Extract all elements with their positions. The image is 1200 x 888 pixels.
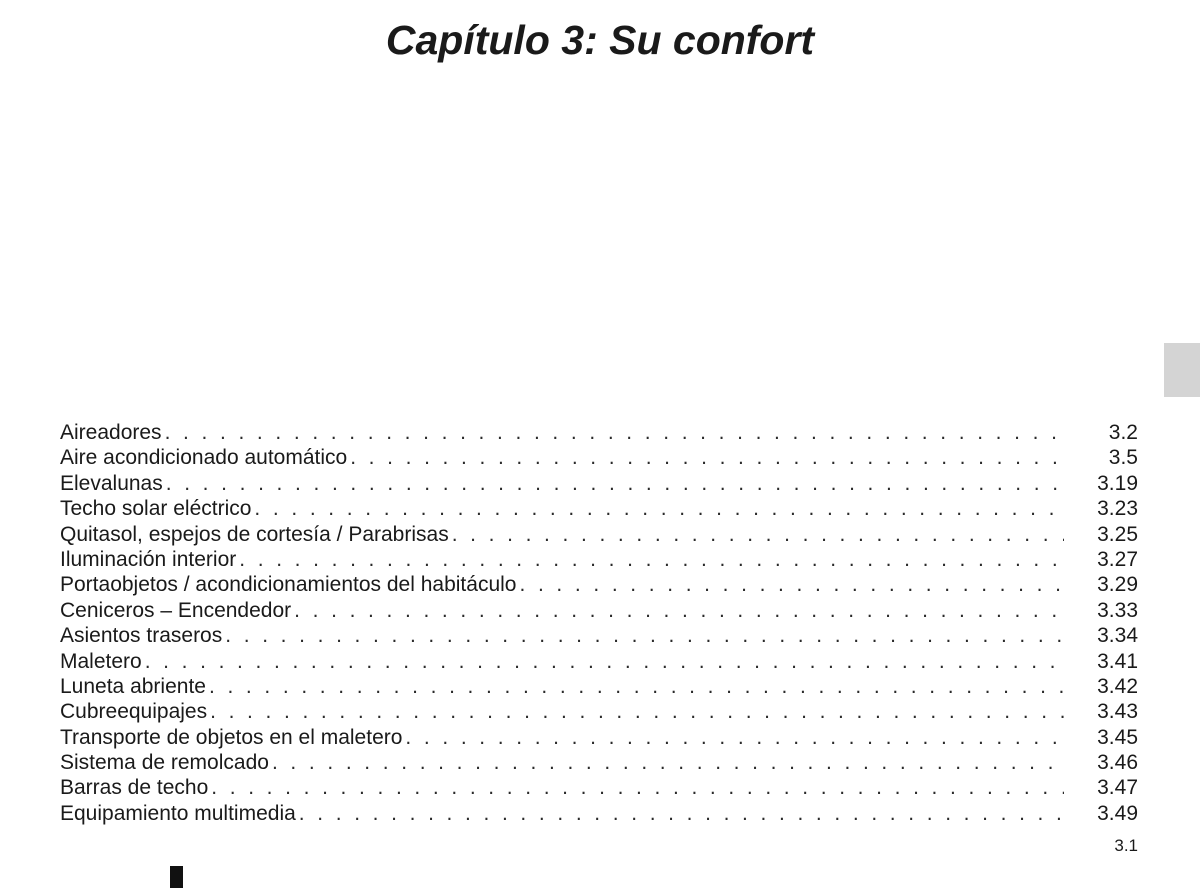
toc-entry-page: 3.45	[1097, 725, 1138, 749]
toc-entry-page: 3.19	[1097, 471, 1138, 495]
toc-entry-label: Equipamiento multimedia	[60, 801, 296, 825]
page-number: 3.1	[1114, 836, 1138, 855]
toc-entry-page: 3.49	[1097, 801, 1138, 825]
toc-entry[interactable]	[60, 725, 1138, 750]
toc-dot-leader	[350, 445, 1064, 470]
toc-entry-label: Sistema de remolcado	[60, 751, 269, 775]
toc-entry-label: Transporte de objetos en el maletero	[60, 725, 403, 749]
toc-entry-label: Maletero	[60, 649, 142, 673]
toc-entry-page: 3.46	[1097, 751, 1138, 775]
toc-entry-page: 3.5	[1108, 446, 1138, 470]
toc-entry[interactable]	[60, 420, 1138, 445]
toc-entry[interactable]	[60, 699, 1138, 724]
toc-dot-leader	[405, 725, 1064, 750]
toc-entry-label: Asientos traseros	[60, 624, 223, 648]
toc-entry-label: Portaobjetos / acondicionamientos del habitáculo	[60, 573, 517, 597]
toc-entry-label: Luneta abriente	[60, 674, 206, 698]
toc-dot-leader	[294, 598, 1064, 623]
toc-entry[interactable]	[60, 598, 1138, 623]
toc-entry-page: 3.47	[1097, 776, 1138, 800]
toc-entry[interactable]	[60, 649, 1138, 674]
toc-entry-page: 3.27	[1097, 547, 1138, 571]
toc-entry-label: Ceniceros – Encendedor	[60, 598, 292, 622]
toc-entry[interactable]	[60, 674, 1138, 699]
toc-entry-page: 3.29	[1097, 573, 1138, 597]
toc-entry-page: 3.41	[1097, 649, 1138, 673]
toc-entry-page: 3.25	[1097, 522, 1138, 546]
toc-entry-label: Iluminación interior	[60, 547, 237, 571]
toc-dot-leader	[519, 572, 1064, 597]
toc-entry-label: Aire acondicionado automático	[60, 446, 348, 470]
toc-entry[interactable]	[60, 496, 1138, 521]
chapter-title: Capítulo 3: Su confort	[385, 17, 815, 63]
toc-entry[interactable]	[60, 572, 1138, 597]
toc-entry-page: 3.43	[1097, 700, 1138, 724]
toc-dot-leader	[254, 496, 1064, 521]
toc-dot-leader	[272, 750, 1064, 775]
toc-entry-page: 3.42	[1097, 674, 1138, 698]
toc-dot-leader	[166, 471, 1064, 496]
table-of-contents	[60, 420, 1138, 826]
toc-entry-label: Quitasol, espejos de cortesía / Parabrisas	[60, 522, 449, 546]
toc-dot-leader	[239, 547, 1064, 572]
toc-dot-leader	[299, 801, 1064, 826]
toc-entry[interactable]	[60, 801, 1138, 826]
toc-entry-page: 3.33	[1097, 598, 1138, 622]
toc-entry-page: 3.2	[1108, 421, 1138, 444]
toc-dot-leader	[452, 522, 1064, 547]
toc-entry-page: 3.23	[1097, 497, 1138, 521]
toc-entry-label: Techo solar eléctrico	[60, 497, 252, 521]
toc-dot-leader	[225, 623, 1064, 648]
toc-entry[interactable]	[60, 445, 1138, 470]
chapter-side-tab	[1164, 343, 1200, 397]
toc-entry[interactable]	[60, 471, 1138, 496]
toc-dot-leader	[211, 775, 1064, 800]
toc-entry-page: 3.34	[1097, 624, 1138, 648]
toc-entry-label: Barras de techo	[60, 776, 209, 800]
toc-entry[interactable]	[60, 775, 1138, 800]
toc-entry-label: Cubreequipajes	[60, 700, 208, 724]
toc-dot-leader	[210, 699, 1064, 724]
crop-mark	[170, 866, 183, 888]
toc-dot-leader	[209, 674, 1064, 699]
toc-entry-label: Aireadores	[60, 421, 162, 444]
toc-entry[interactable]	[60, 750, 1138, 775]
toc-entry-label: Elevalunas	[60, 471, 163, 495]
toc-entry[interactable]	[60, 547, 1138, 572]
toc-entry[interactable]	[60, 623, 1138, 648]
toc-entry[interactable]	[60, 522, 1138, 547]
toc-dot-leader	[145, 649, 1064, 674]
toc-dot-leader	[165, 420, 1064, 445]
